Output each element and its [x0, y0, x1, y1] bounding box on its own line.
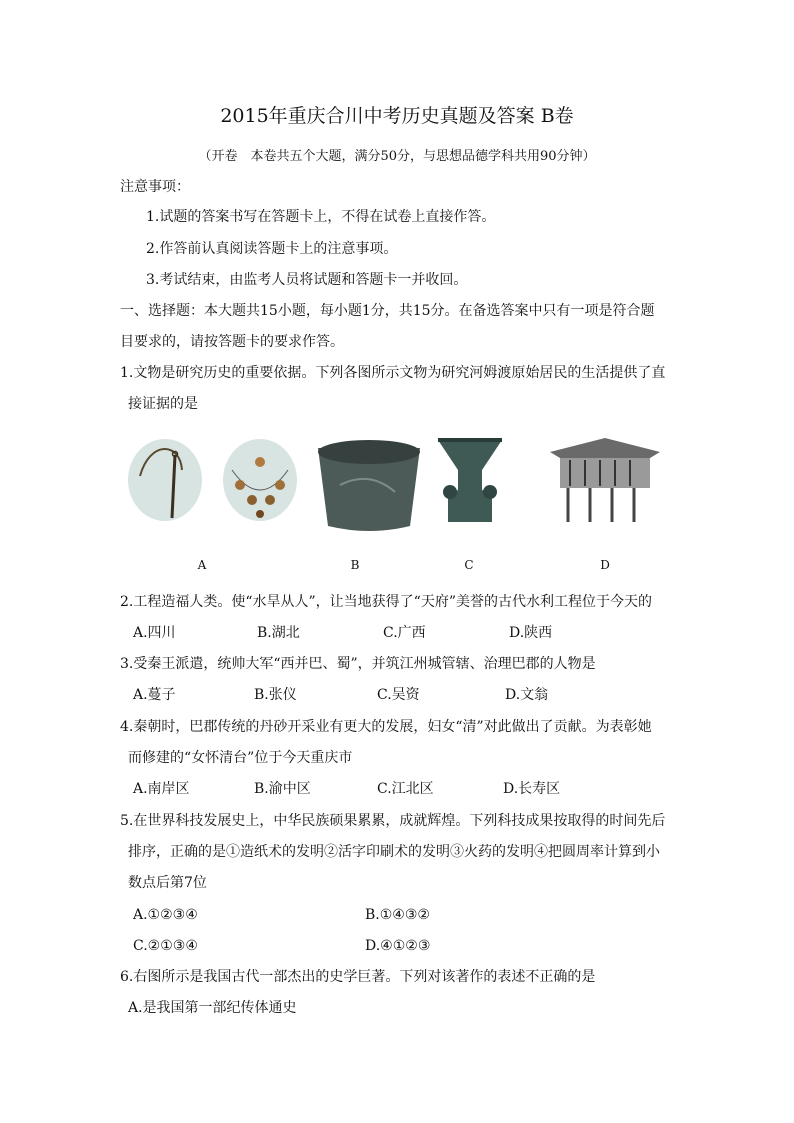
page-title: 2015年重庆合川中考历史真题及答案 B卷	[220, 105, 574, 127]
option: B.湖北	[257, 625, 300, 641]
artifact-images	[120, 430, 680, 554]
option: A.是我国第一部纪传体通史	[128, 1000, 297, 1016]
bronze-vessel-image	[438, 438, 502, 522]
figure-label: A	[197, 558, 207, 572]
notice-item: 2.作答前认真阅读答题卡上的注意事项。	[146, 241, 398, 257]
question-6: 6.右图所示是我国古代一部杰出的史学巨著。下列对该著作的表述不正确的是	[120, 969, 596, 985]
question-1-cont: 接证据的是	[128, 396, 198, 412]
question-5-cont: 排序，正确的是①造纸术的发明②活字印刷术的发明③火药的发明④把圆周率计算到小	[128, 844, 660, 860]
notice-item: 1.试题的答案书写在答题卡上，不得在试卷上直接作答。	[146, 209, 496, 225]
question-5: 5.在世界科技发展史上，中华民族硕果累累，成就辉煌。下列科技成果按取得的时间先后	[120, 813, 666, 829]
option: D.文翁	[505, 687, 549, 703]
notice-heading: 注意事项：	[120, 179, 190, 195]
figure-label: C	[464, 558, 474, 572]
question-5-cont: 数点后第7位	[128, 875, 207, 891]
necklace-image	[223, 439, 297, 521]
option: B.渝中区	[254, 781, 311, 797]
question-4: 4.秦朝时，巴郡传统的丹砂开采业有更大的发展，妇女“清”对此做出了贡献。为表彰她	[120, 719, 652, 735]
option: B.张仪	[254, 687, 297, 703]
question-3: 3.受秦王派遣，统帅大军“西并巴、蜀”，并筑江州城管辖、治理巴郡的人物是	[120, 656, 596, 672]
option: A.蔓子	[133, 687, 176, 703]
stone-basin-image	[318, 440, 420, 531]
option: A.南岸区	[133, 781, 190, 797]
option: A.①②③④	[133, 907, 198, 923]
question-2: 2.工程造福人类。使“水旱从人”，让当地获得了“天府”美誉的古代水利工程位于今天的	[120, 594, 652, 610]
option: D.长寿区	[503, 781, 561, 797]
exam-subtitle: （开卷 本卷共五个大题，满分50分，与思想品德学科共用90分钟）	[198, 149, 596, 164]
option: D.陕西	[509, 625, 553, 641]
question-4-cont: 而修建的“女怀清台”位于今天重庆市	[128, 750, 353, 766]
question-1: 1.文物是研究历史的重要依据。下列各图所示文物为研究河姆渡原始居民的生活提供了直	[120, 365, 666, 381]
artifact-figure	[120, 430, 680, 580]
option: C.吴资	[377, 687, 420, 703]
section-heading-cont: 目要求的，请按答题卡的要求作答。	[120, 334, 344, 350]
option: B.①④③②	[365, 907, 430, 923]
option: D.④①②③	[365, 938, 431, 954]
stilt-house-image	[550, 438, 660, 522]
bone-needle-image	[128, 439, 202, 521]
figure-label: B	[350, 558, 360, 572]
option: A.四川	[133, 625, 176, 641]
figure-label: D	[600, 558, 610, 572]
notice-item: 3.考试结束，由监考人员将试题和答题卡一并收回。	[146, 272, 468, 288]
option: C.江北区	[377, 781, 434, 797]
option: C.广西	[383, 625, 426, 641]
section-heading: 一、选择题：本大题共15小题，每小题1分，共15分。在备选答案中只有一项是符合题	[120, 303, 655, 319]
option: C.②①③④	[133, 938, 198, 954]
